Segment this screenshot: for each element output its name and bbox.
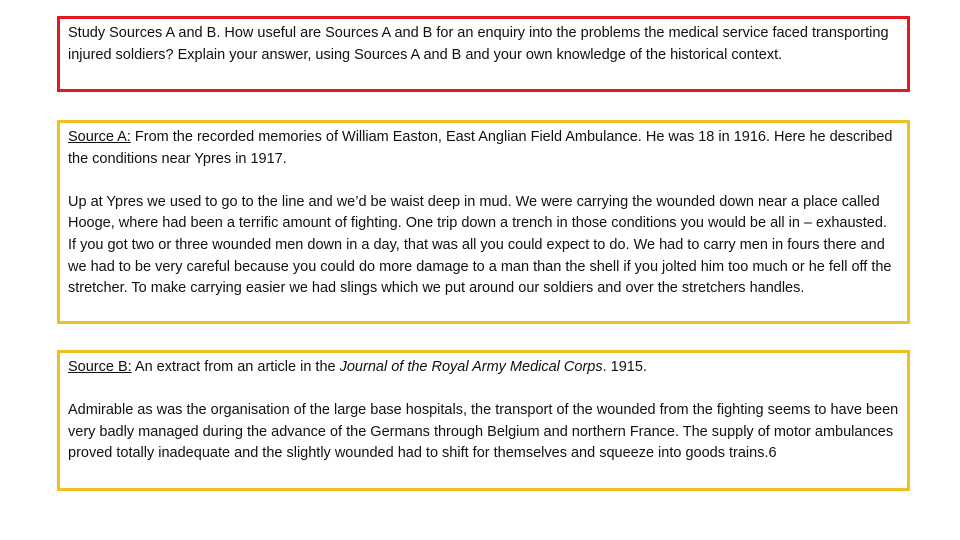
source-a-label: Source A:: [68, 129, 131, 145]
source-a-box: [57, 120, 910, 324]
source-b-box: [57, 350, 910, 491]
source-b-label: Source B:: [68, 359, 132, 375]
source-a-intro: [68, 127, 899, 170]
source-a-intro-text: From the recorded memories of William Easton, East Anglian Field Ambulance. He was 18 in 1916. Here he described the conditions near Ypres in 1917.: [68, 129, 893, 167]
source-b-intro-after: . 1915.: [602, 359, 647, 375]
question-text: Study Sources A and B. How useful are Sources A and B for an enquiry into the problems the medical service faced transporting injured soldiers? Explain your answer, using Sources A and B and your own knowledge of the historical context.: [68, 25, 889, 63]
source-b-intro-before: An extract from an article in the: [131, 359, 340, 375]
source-b-footnote: 6: [768, 445, 777, 462]
source-b-journal-title: Journal of the Royal Army Medical Corps: [339, 359, 603, 375]
source-b-body-wrap: [68, 400, 899, 465]
source-b-body: Admirable as was the organisation of the large base hospitals, the transport of the wounded from the fighting seems to have been very badly managed during the advance of the Germans through Belgium and northern France. The supply of motor ambulances proved totally inadequate and the slightly wounded had to shift for themselves and squeeze into goods trains.: [68, 402, 899, 462]
question-box: [57, 16, 910, 92]
source-b-intro: [68, 357, 899, 379]
source-a-body: Up at Ypres we used to go to the line and we’d be waist deep in mud. We were carrying the wounded down near a place called Hooge, where had been a terrific amount of fighting. One trip down a trench in those conditions you would be all in – exhausted. If you got two or three wounded men down in a day, that was all you could expect to do. We had to carry men in fours there and we had to be very careful because you could do more damage to a man than the shell if you jolted him too much or he fell off the stretcher. To make carrying easier we had slings which we put around our soldiers and over the stretchers handles.: [68, 193, 892, 297]
